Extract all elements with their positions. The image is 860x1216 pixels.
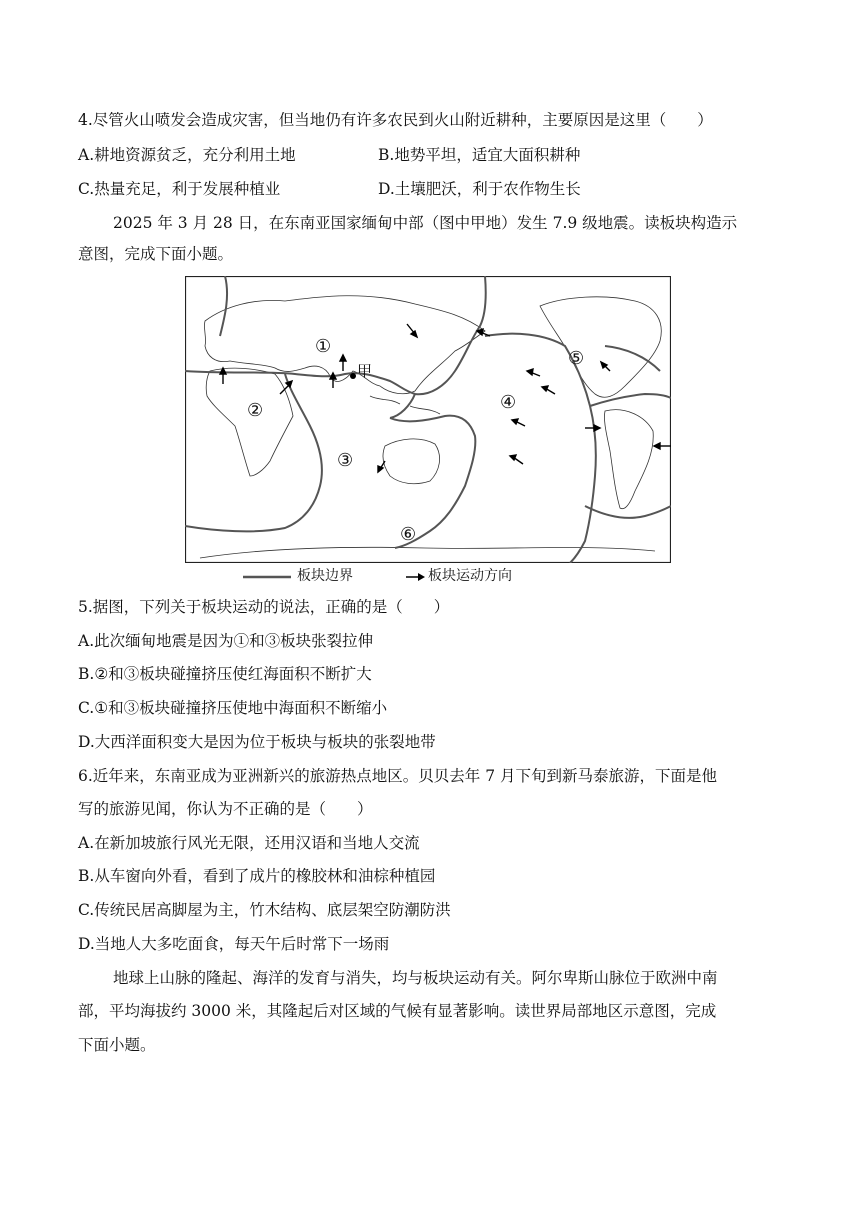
q4-option-b: B.地势平坦，适宜大面积耕种	[378, 146, 581, 164]
q5-stem: 5.据图，下列关于板块运动的说法，正确的是（ ）	[78, 598, 450, 616]
legend-boundary-label: 板块边界	[297, 568, 353, 584]
motion-arrow-legend-icon	[405, 570, 427, 584]
q5-option-a: A.此次缅甸地震是因为①和③板块张裂拉伸	[78, 632, 374, 650]
jia-label: 甲	[357, 362, 373, 380]
q6-option-b: B.从车窗向外看，看到了成片的橡胶林和油棕种植园	[78, 867, 436, 885]
plate-label-2: ②	[247, 400, 264, 421]
q5-option-b: B.②和③板块碰撞挤压使红海面积不断扩大	[78, 665, 372, 683]
q6-stem-line2: 写的旅游见闻，你认为不正确的是（ ）	[78, 800, 373, 818]
q5-option-c: C.①和③板块碰撞挤压使地中海面积不断缩小	[78, 699, 388, 717]
intro2-line1: 地球上山脉的隆起、海洋的发育与消失，均与板块运动有关。阿尔卑斯山脉位于欧洲中南	[113, 969, 718, 987]
q4-stem: 4.尽管火山喷发会造成灾害，但当地仍有许多农民到火山附近耕种，主要原因是这里（ ）	[78, 111, 713, 129]
q4-option-a: A.耕地资源贫乏，充分利用土地	[78, 146, 296, 164]
plate-label-3: ③	[337, 450, 354, 471]
q6-stem-line1: 6.近年来，东南亚成为亚洲新兴的旅游热点地区。贝贝去年 7 月下旬到新马泰旅游，下面是他	[78, 767, 718, 785]
q5-option-d: D.大西洋面积变大是因为位于板块与板块的张裂地带	[78, 733, 436, 751]
intro1-line1: 2025 年 3 月 28 日，在东南亚国家缅甸中部（图中甲地）发生 7.9 级地震。读板块构造示	[113, 214, 738, 232]
plate-tectonics-map	[185, 276, 671, 563]
plate-label-6: ⑥	[400, 524, 417, 545]
q6-option-c: C.传统民居高脚屋为主，竹木结构、底层架空防潮防洪	[78, 901, 451, 919]
q4-option-c: C.热量充足，利于发展种植业	[78, 180, 281, 198]
q4-option-d: D.土壤肥沃，利于农作物生长	[378, 180, 581, 198]
intro1-line2: 意图，完成下面小题。	[78, 245, 234, 263]
boundary-legend-icon	[243, 570, 293, 584]
intro2-line3: 下面小题。	[78, 1036, 156, 1054]
q6-option-d: D.当地人大多吃面食，每天午后时常下一场雨	[78, 935, 390, 953]
plate-label-5: ⑤	[568, 348, 585, 369]
jia-location-marker	[350, 373, 356, 379]
q6-option-a: A.在新加坡旅行风光无限，还用汉语和当地人交流	[78, 834, 420, 852]
legend-motion-label: 板块运动方向	[428, 568, 512, 584]
plate-label-1: ①	[315, 336, 332, 357]
intro2-line2: 部，平均海拔约 3000 米，其隆起后对区域的气候有显著影响。读世界局部地区示意图，完成	[78, 1002, 717, 1020]
plate-label-4: ④	[500, 392, 517, 413]
